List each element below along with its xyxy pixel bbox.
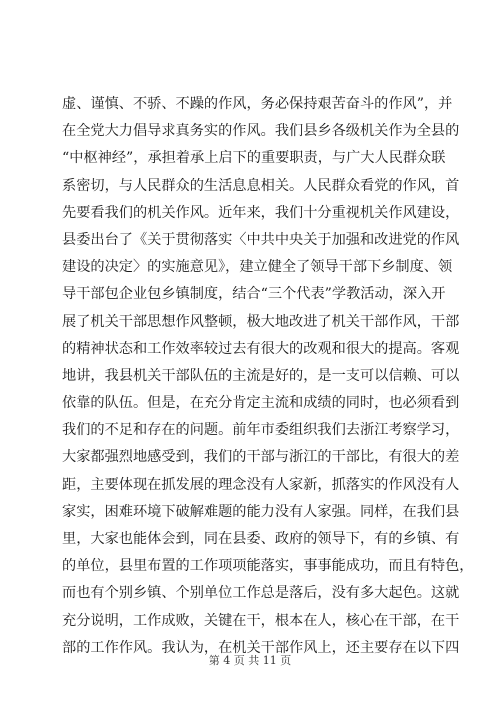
text-line: 家实，困难环境下破解难题的能力没有人家强。同样，在我们县 <box>62 503 460 520</box>
text-line: 先要看我们的机关作风。近年来，我们十分重视机关作风建设， <box>62 204 460 221</box>
text-line: 充分说明，工作成败，关键在干，根本在人，核心在干部，在干 <box>62 612 460 629</box>
text-line: “中枢神经”，承担着承上启下的重要职责，与广大人民群众联 <box>62 150 446 167</box>
text-line: 大家都强烈地感受到，我们的干部与浙江的干部比，有很大的差 <box>62 449 460 466</box>
text-line: 依靠的队伍。但是，在充分肯定主流和成绩的同时，也必须看到 <box>62 395 460 412</box>
text-line: 地讲，我县机关干部队伍的主流是好的，是一支可以信赖、可以 <box>62 367 460 384</box>
text-line: 的单位，县里布置的工作项项能落实，事事能成功，而且有特色， <box>62 558 474 575</box>
text-line: 部的工作作风。我认为，在机关干部作风上，还主要存在以下四 <box>62 639 460 656</box>
text-line: 里，大家也能体会到，同在县委、政府的领导下，有的乡镇、有 <box>62 531 460 547</box>
text-line: 我们的不足和存在的问题。前年市委组织我们去浙江考察学习， <box>62 422 460 439</box>
text-line: 虚、谨慎、不骄、不躁的作风，务必保持艰苦奋斗的作风”，并 <box>62 96 453 112</box>
text-line: 距，主要体现在抓发展的理念没有人家新，抓落实的作风没有人 <box>62 476 460 493</box>
text-line: 而也有个别乡镇、个别单位工作总是落后，没有多大起色。这就 <box>62 585 460 602</box>
body-text <box>62 91 474 662</box>
text-line: 县委出台了《关于贯彻落实〈中共中央关于加强和改进党的作风 <box>62 231 460 248</box>
text-line: 展了机关干部思想作风整顿，极大地改进了机关干部作风，干部 <box>62 313 460 330</box>
text-line: 在全党大力倡导求真务实的作风。我们县乡各级机关作为全县的 <box>62 123 460 140</box>
text-line: 的精神状态和工作效率较过去有很大的改观和很大的提高。客观 <box>62 340 460 357</box>
text-line: 导干部包企业包乡镇制度，结合“三个代表”学教活动，深入开 <box>62 286 446 303</box>
text-line: 系密切，与人民群众的生活息息相关。人民群众看党的作风，首 <box>62 177 460 194</box>
text-line: 建设的决定〉的实施意见》，建立健全了领导干部下乡制度、领 <box>62 259 453 276</box>
page-footer: 第 4 页 共 11 页 <box>208 654 292 667</box>
